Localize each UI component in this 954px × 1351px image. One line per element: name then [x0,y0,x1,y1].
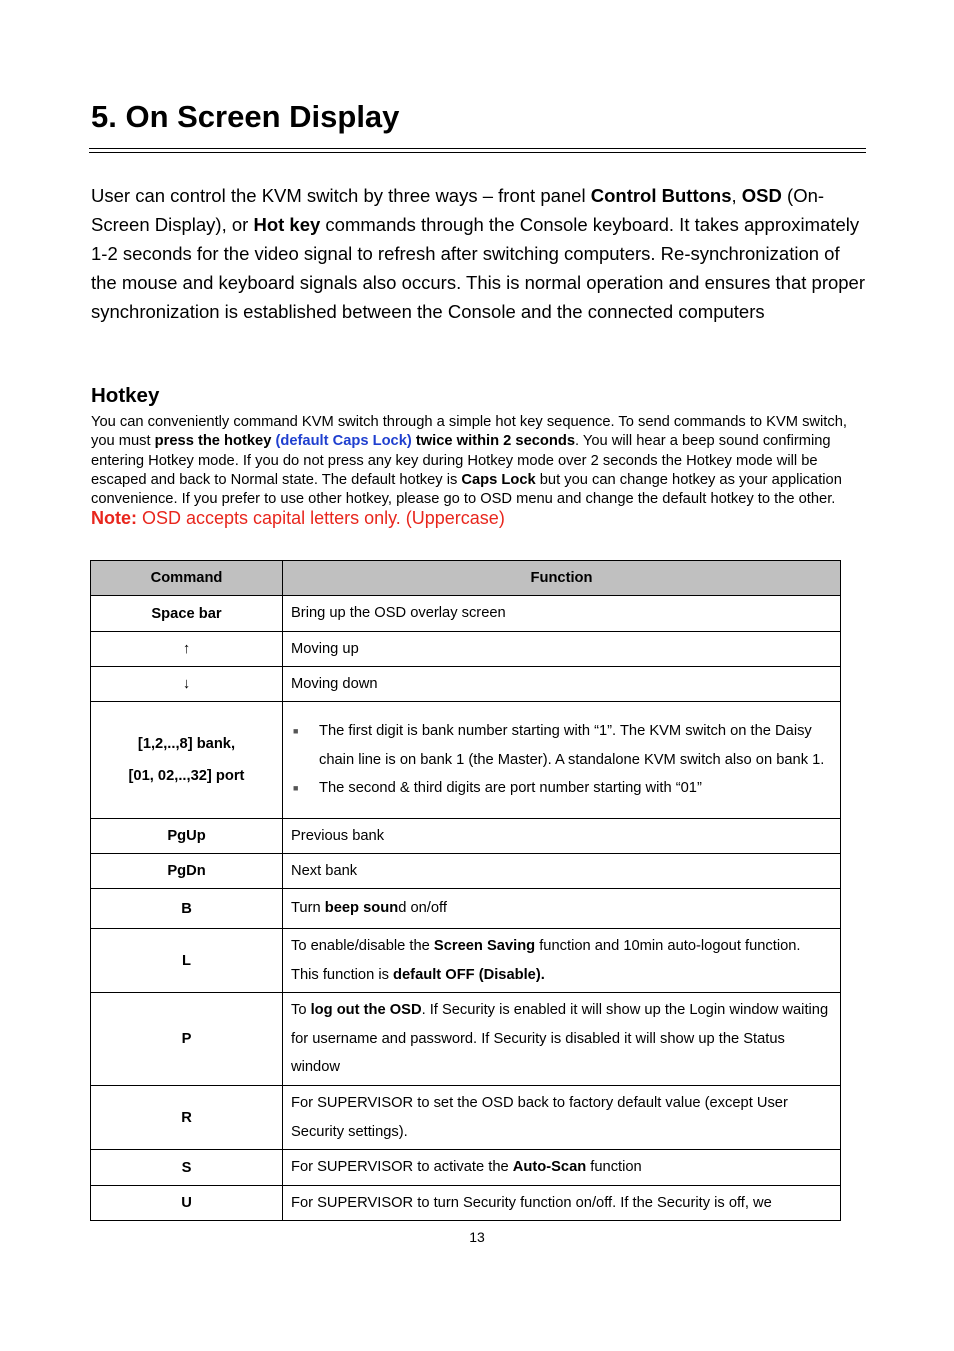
table-header-row [91,561,841,596]
hotkey-heading: Hotkey [91,384,160,407]
fn-bold: Screen Saving [433,938,536,954]
fn-cell [283,702,841,819]
fn-bold: log out the OSD [310,1002,422,1019]
fn-cell [283,929,841,993]
table-row [91,889,841,929]
cmd-cell: U [91,1186,283,1221]
intro-text: commands through the Console keyboard. It takes approximately 1-2 seconds for the video signal to refresh after switching computers. Re-synchronization of the mouse and keyboard signals also occurs. This is normal operation and ensures that proper synchronization is established between the Console and the connected computers [91,214,866,322]
fn-cell: Next bank [283,854,841,889]
fn-cell: For SUPERVISOR to turn Security function on/off. If the Security is off, we [283,1186,841,1221]
intro-text: User can control the KVM switch by three ways – front panel [91,185,591,206]
header-command: Command [91,561,283,596]
title-rule-bottom [89,152,866,153]
fn-cell [283,889,841,929]
fn-cell: Previous bank [283,819,841,854]
table-row [91,819,841,854]
hotkey-bold: twice within 2 seconds [411,433,576,450]
intro-paragraph [91,181,866,326]
table-row [91,929,841,993]
page-number: 13 [469,1229,485,1245]
bullet-text: The first digit is bank number starting with “1”. The KVM switch on the Daisy chain line is on bank 1 (the Master). A standalone KVM switch also on bank 1. [319,723,825,768]
fn-bold: default OFF (Disable). [393,966,545,983]
hotkey-default-key: (default Caps Lock) [275,433,412,450]
cmd-cell: L [91,929,283,993]
fn-cell: Bring up the OSD overlay screen [283,596,841,632]
table-row [91,1086,841,1150]
fn-cell [283,1150,841,1186]
fn-text: To [291,1002,311,1019]
hotkey-text: You can conveniently command KVM switch through a simple hot key sequence. To send commands to KVM switch, you must [91,414,847,450]
fn-bold: Auto-Scan [512,1159,587,1176]
note-label: Note: [91,508,137,529]
intro-bold: OSD [741,185,782,206]
cmd-port: [01, 02,..,32] port [128,768,245,784]
command-table [90,560,841,1221]
fn-cell: Moving up [283,632,841,667]
header-function: Function [283,561,841,596]
title-rule-top [89,148,866,149]
cmd-cell [91,702,283,819]
intro-bold: Control Buttons [590,185,732,206]
cmd-cell: S [91,1150,283,1186]
fn-text: d on/off [398,900,447,917]
cmd-cell: Space bar [91,596,283,632]
table-row [91,632,841,667]
note-text: OSD accepts capital letters only. (Uppercase) [137,508,505,529]
cmd-cell [91,667,283,702]
bullet-square-icon: ■ [293,726,299,737]
intro-text: (On-Screen Display), or [91,185,825,235]
cmd-bank: [1,2,..,8] bank, [137,736,236,752]
fn-text: Turn [291,900,325,917]
fn-text: function and 10min auto-logout function. This function is [291,938,801,983]
cmd-cell: PgUp [91,819,283,854]
arrow-up-icon: ↑ [182,641,191,657]
table-row [91,596,841,632]
table-row [91,854,841,889]
arrow-down-icon: ↓ [182,676,191,692]
bullet-square-icon: ■ [293,783,299,794]
table-row [91,993,841,1086]
fn-text: For SUPERVISOR to activate the [291,1159,513,1176]
table-row [91,1186,841,1221]
cmd-cell: P [91,993,283,1086]
hotkey-paragraph [91,413,866,531]
fn-text: To enable/disable the [291,938,434,954]
table-row [91,667,841,702]
hotkey-bold: Caps Lock [461,471,536,488]
fn-text: . If Security is enabled it will show up the Login window waiting for username and password. If Security is disabled it will show up the Status window [291,1002,829,1076]
fn-bold: beep soun [324,900,399,917]
fn-cell: Moving down [283,667,841,702]
bullet-text: The second & third digits are port number starting with “01” [319,780,702,797]
page-title: 5. On Screen Display [91,99,400,134]
cmd-cell: PgDn [91,854,283,889]
cmd-cell: B [91,889,283,929]
fn-cell: For SUPERVISOR to set the OSD back to factory default value (except User Security settings). [283,1086,841,1150]
fn-text: function [586,1159,642,1176]
cmd-cell: R [91,1086,283,1150]
table-row [91,1150,841,1186]
table-row [91,702,841,819]
fn-cell [283,993,841,1086]
hotkey-bold: press the hotkey [154,433,276,450]
hotkey-text: but you can change hotkey as your application convenience. If you prefer to use other hotkey, please go to OSD menu and change the default hotkey to the other. [91,471,842,508]
list-item [291,774,832,803]
intro-text: , [731,185,742,206]
intro-bold: Hot key [253,214,321,235]
hotkey-text: . You will hear a beep sound confirming entering Hotkey mode. If you do not press any key during Hotkey mode over 2 seconds the Hotkey mode will be escaped and back to Normal state. The default hotkey is [91,433,831,488]
list-item [291,717,832,774]
cmd-cell [91,632,283,667]
